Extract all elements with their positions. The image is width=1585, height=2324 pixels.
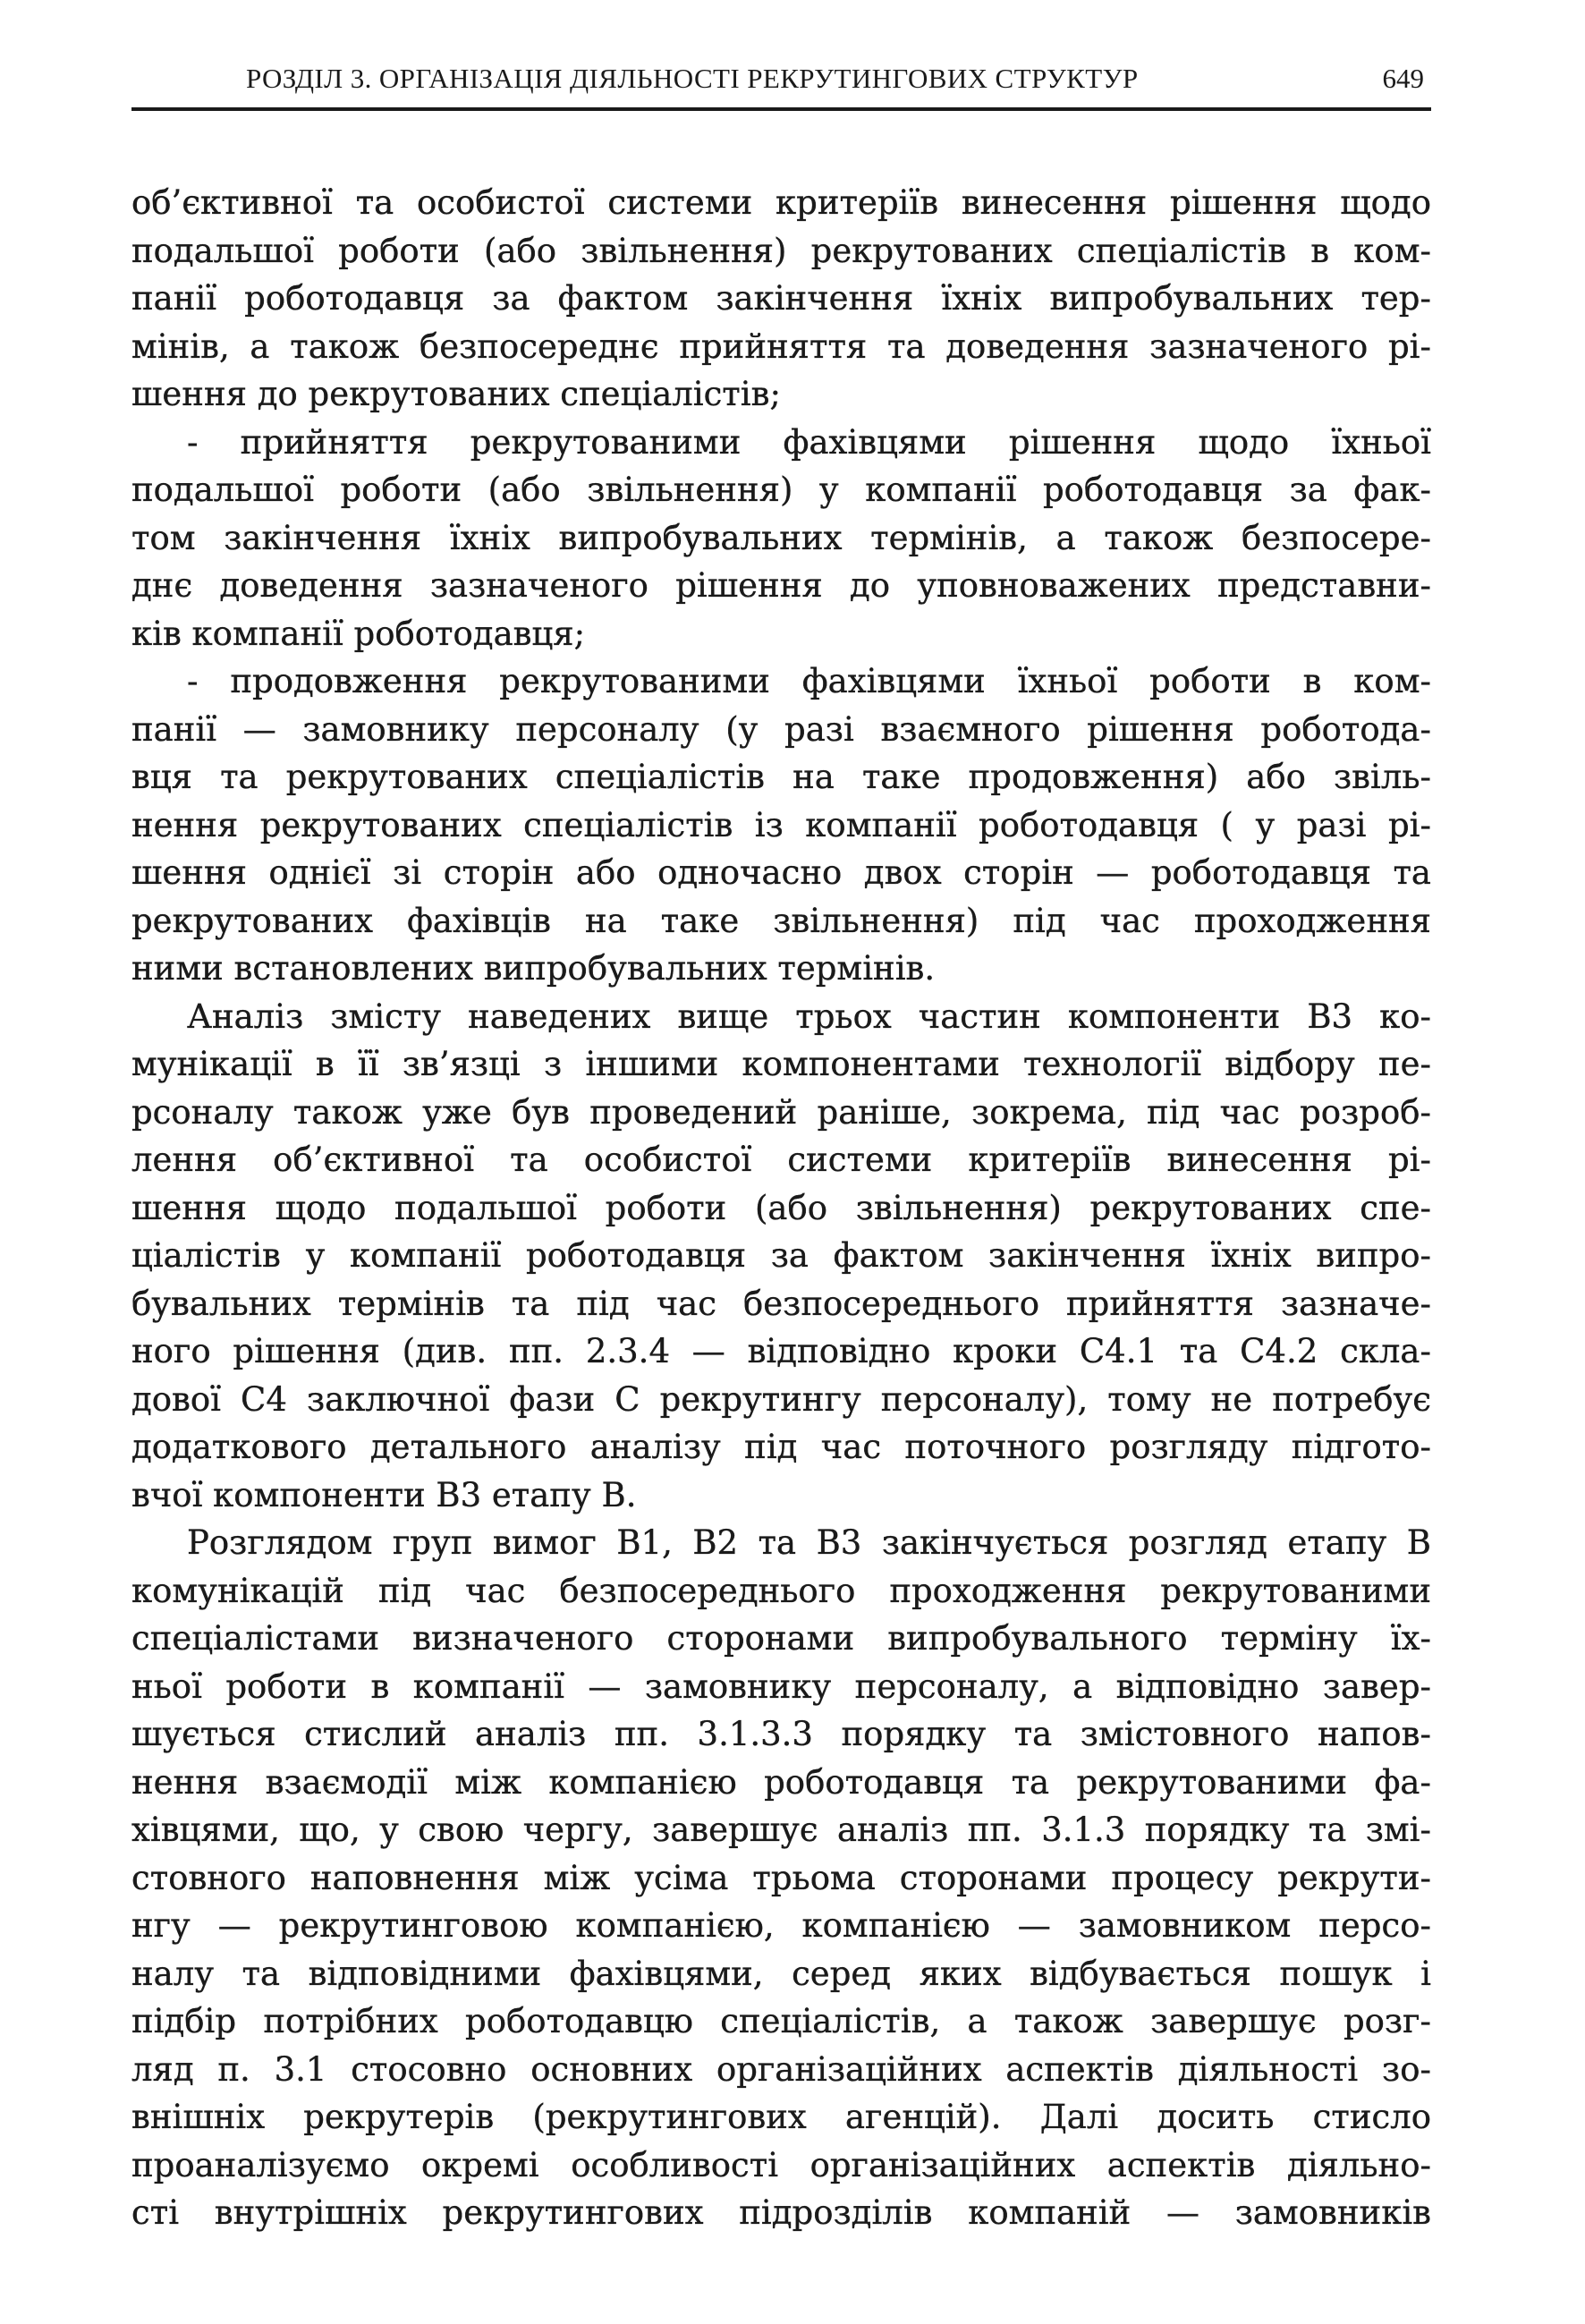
paragraph-first-line: Розглядом груп вимог В1, В2 та В3 закінчується розгляд етапу В [187, 1523, 1431, 1562]
text-line: дової С4 заключної фази С рекрутингу персоналу), тому не потребує [131, 1379, 1431, 1419]
text-line: мунікації в її зв’язці з іншими компонентами технології відбору пе- [131, 1045, 1431, 1083]
text-line: шення до рекрутованих спеціалістів; [131, 375, 781, 413]
text-line: проаналізуємо окремі особливості організаційних аспектів діяльно- [131, 2145, 1431, 2184]
text-line: ків компанії роботодавця; [131, 614, 586, 653]
text-line: об’єктивної та особистої системи критеріїв винесення рішення щодо [131, 183, 1431, 222]
text-line: шення щодо подальшої роботи (або звільнення) рекрутованих спе- [131, 1188, 1431, 1227]
text-line: підбір потрібних роботодавцю спеціалістів, а також завершує розг- [131, 2002, 1431, 2040]
list-item-line: - продовження рекрутованими фахівцями їхньої роботи в ком- [187, 662, 1431, 700]
text-line: спеціалістами визначеного сторонами випробувального терміну їх- [131, 1619, 1431, 1658]
text-line: панії роботодавця за фактом закінчення їхніх випробувальних тер- [131, 279, 1431, 318]
text-line: нення рекрутованих спеціалістів із компанії роботодавця ( у разі рі- [131, 805, 1431, 844]
text-line: додаткового детального аналізу під час поточного розгляду підгото- [131, 1428, 1431, 1466]
text-line: мінів, а також безпосереднє прийняття та доведення зазначеного рі- [131, 327, 1431, 366]
text-line: ного рішення (див. пп. 2.3.4 — відповідно кроки С4.1 та С4.2 скла- [131, 1332, 1431, 1370]
body-text [131, 179, 1431, 2237]
text-line: налу та відповідними фахівцями, серед яких відбувається пошук і [131, 1954, 1431, 1993]
text-line: подальшої роботи (або звільнення) у компанії роботодавця за фак- [131, 471, 1431, 509]
text-line: рекрутованих фахівців на таке звільнення) під час проходження [131, 901, 1431, 940]
text-line: ними встановлених випробувальних термінів. [131, 949, 936, 988]
text-line: ціалістів у компанії роботодавця за фактом закінчення їхніх випро- [131, 1236, 1431, 1275]
text-line: ляд п. 3.1 стосовно основних організаційних аспектів діяльності зо- [131, 2049, 1431, 2089]
list-item-line: - прийняття рекрутованими фахівцями рішення щодо їхньої [187, 422, 1431, 462]
text-line: шення однієї зі сторін або одночасно двох сторін — роботодавця та [131, 853, 1431, 892]
text-line: ньої роботи в компанії — замовнику персоналу, а відповідно завер- [131, 1667, 1431, 1706]
text-line: нення взаємодії між компанією роботодавця та рекрутованими фа- [131, 1762, 1431, 1802]
running-header [131, 55, 1431, 111]
text-line: днє доведення зазначеного рішення до уповноважених представни- [131, 566, 1431, 605]
text-line: вчої компоненти В3 етапу В. [131, 1475, 637, 1514]
text-line: вця та рекрутованих спеціалістів на таке продовження) або звіль- [131, 758, 1431, 796]
text-line: лення об’єктивної та особистої системи критеріїв винесення рі- [131, 1141, 1431, 1179]
text-line: стовного наповнення між усіма трьома сторонами процесу рекрути- [131, 1858, 1431, 1897]
text-line: рсоналу також уже був проведений раніше, зокрема, під час розроб- [131, 1092, 1431, 1132]
text-line: шується стислий аналіз пп. 3.1.3.3 порядку та змістовного напов- [131, 1715, 1431, 1753]
text-line: бувальних термінів та під час безпосереднього прийняття зазначе- [131, 1284, 1431, 1323]
page-number: 649 [1382, 63, 1424, 94]
text-line: нгу — рекрутинговою компанією, компанією — замовником персо- [131, 1906, 1431, 1945]
text-line: панії — замовнику персоналу (у разі взаємного рішення роботода- [131, 709, 1431, 749]
text-line: подальшої роботи (або звільнення) рекрутованих спеціалістів в ком- [131, 231, 1431, 270]
text-line: хівцями, що, у свою чергу, завершує аналіз пп. 3.1.3 порядку та змі- [131, 1811, 1431, 1849]
text-line: внішніх рекрутерів (рекрутингових агенцій). Далі досить стисло [131, 2098, 1431, 2136]
running-title: РОЗДІЛ 3. ОРГАНІЗАЦІЯ ДІЯЛЬНОСТІ РЕКРУТИНГОВИХ СТРУКТУР [246, 63, 1139, 94]
paragraph-first-line: Аналіз змісту наведених вище трьох частин компоненти В3 ко- [187, 997, 1431, 1036]
text-line: комунікацій під час безпосереднього проходження рекрутованими [131, 1571, 1431, 1610]
text-line: сті внутрішніх рекрутингових підрозділів компаній — замовників [131, 2193, 1431, 2232]
text-line: том закінчення їхніх випробувальних термінів, а також безпосере- [131, 518, 1431, 557]
